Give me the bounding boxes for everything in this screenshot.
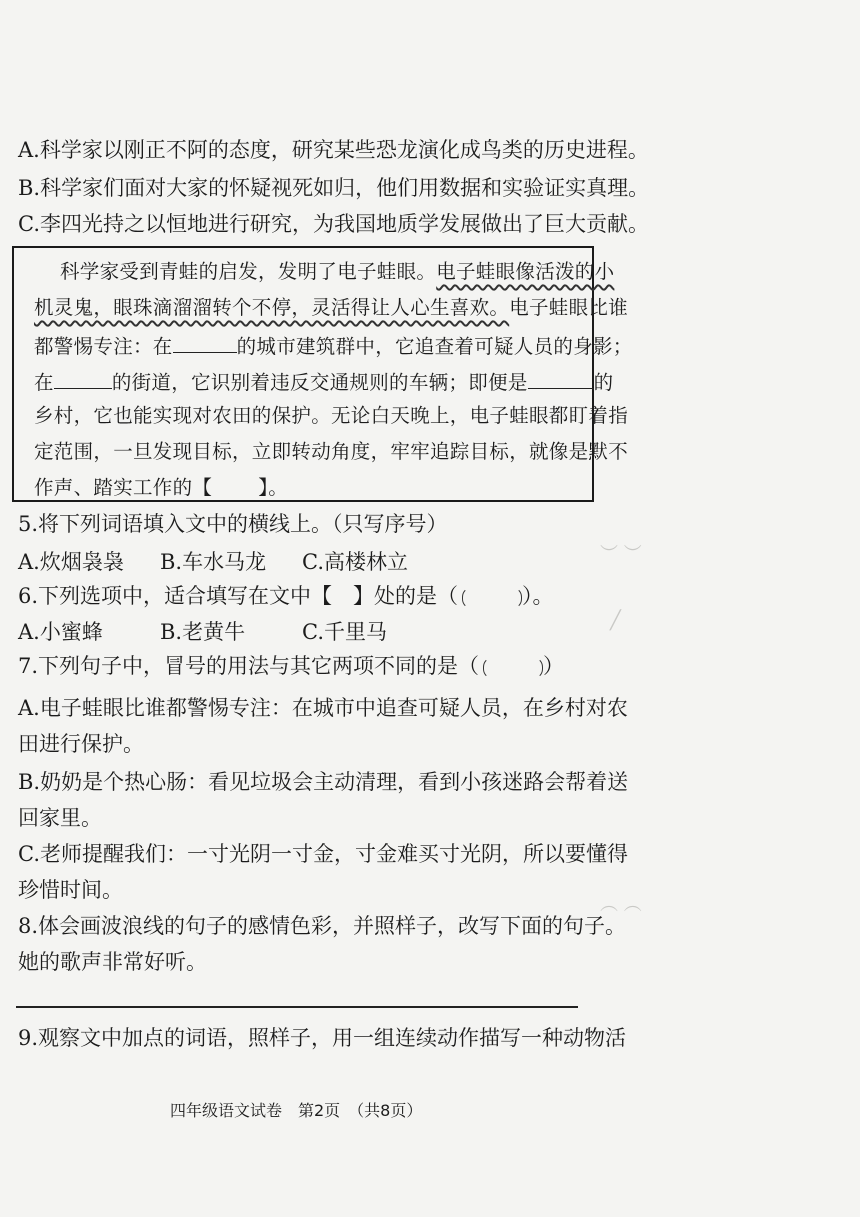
q7-option-c-line-1: C.老师提醒我们：一寸光阴一寸金，寸金难买寸光阴，所以要懂得 (18, 842, 628, 866)
passage-line-4: 在 的街道，它识别着违反交通规则的车辆；即便是 的 (34, 371, 614, 394)
question-7-stem: 7.下列句子中，冒号的用法与其它两项不同的是（ ） (18, 654, 565, 678)
question-9-stem: 9.观察文中加点的词语，照样子，用一组连续动作描写一种动物活 (18, 1026, 627, 1050)
question-5-stem: 5.将下列词语填入文中的横线上。（只写序号） (18, 512, 448, 536)
wavy-underlined-sentence: 电子蛙眼像活泼的小 (436, 260, 615, 283)
answer-parentheses[interactable] (462, 587, 522, 609)
passage-line-3: 都警惕专注：在 的城市建筑群中，它追查着可疑人员的身影； (34, 335, 633, 358)
q5-option-b: B.车水马龙 (160, 550, 267, 574)
question-8-sentence: 她的歌声非常好听。 (18, 950, 207, 974)
q7-option-b-line-2: 回家里。 (18, 806, 102, 830)
question-6-options (18, 622, 387, 643)
option-a: A.科学家以刚正不阿的态度，研究某些恐龙演化成鸟类的历史进程。 (18, 138, 649, 162)
q7-option-a-line-2: 田进行保护。 (18, 732, 144, 756)
bleed-through-mark: ︵ ︵ (600, 894, 642, 915)
q6-option-a: A.小蜜蜂 (18, 620, 103, 644)
q7-option-c-line-2: 珍惜时间。 (18, 878, 123, 902)
q6-option-b: B.老黄牛 (160, 620, 246, 644)
q6-option-c: C.千里马 (302, 620, 387, 644)
passage-line-5: 乡村，它也能实现对农田的保护。无论白天晚上，电子蛙眼都盯着指 (34, 404, 629, 427)
fill-blank-3[interactable] (528, 370, 594, 389)
option-b: B.科学家们面对大家的怀疑视死如归，他们用数据和实验证实真理。 (18, 176, 650, 200)
answer-parentheses[interactable] (483, 657, 543, 679)
passage-line-2: 机灵鬼，眼珠滴溜溜转个不停，灵活得让人心生喜欢。电子蛙眼比谁 (34, 296, 629, 319)
passage-line-1: 科学家受到青蛙的启发，发明了电子蛙眼。电子蛙眼像活泼的小 (60, 260, 615, 283)
passage-line-6: 定范围，一旦发现目标，立即转动角度，牢牢追踪目标，就像是默不 (34, 440, 629, 463)
option-c: C.李四光持之以恒地进行研究，为我国地质学发展做出了巨大贡献。 (18, 212, 649, 236)
fill-blank-2[interactable] (54, 370, 112, 389)
wavy-underlined-sentence: 机灵鬼，眼珠滴溜溜转个不停，灵活得让人心生喜欢。 (34, 296, 510, 319)
question-5-options (18, 552, 408, 573)
answer-writing-line[interactable] (16, 1006, 578, 1008)
passage-line-7: 作声、踏实工作的【 】。 (34, 476, 289, 499)
question-8-stem: 8.体会画波浪线的句子的感情色彩，并照样子，改写下面的句子。 (18, 914, 627, 938)
bracket-answer-blank[interactable] (212, 476, 258, 494)
q5-option-a: A.炊烟袅袅 (18, 550, 124, 574)
question-6-stem: 6.下列选项中，适合填写在文中【 】处的是（ ）。 (18, 584, 554, 608)
reading-passage-box (12, 246, 633, 502)
bleed-through-mark: ︶ ︶ (600, 544, 642, 565)
fill-blank-1[interactable] (173, 334, 237, 353)
bleed-through-mark: ╱ (610, 610, 621, 631)
page-footer: 四年级语文试卷 第2页 （共8页） (170, 1101, 423, 1120)
q5-option-c: C.高楼林立 (302, 550, 408, 574)
q7-option-a-line-1: A.电子蛙眼比谁都警惕专注：在城市中追查可疑人员，在乡村对农 (18, 696, 628, 720)
q7-option-b-line-1: B.奶奶是个热心肠：看见垃圾会主动清理，看到小孩迷路会帮着送 (18, 770, 629, 794)
